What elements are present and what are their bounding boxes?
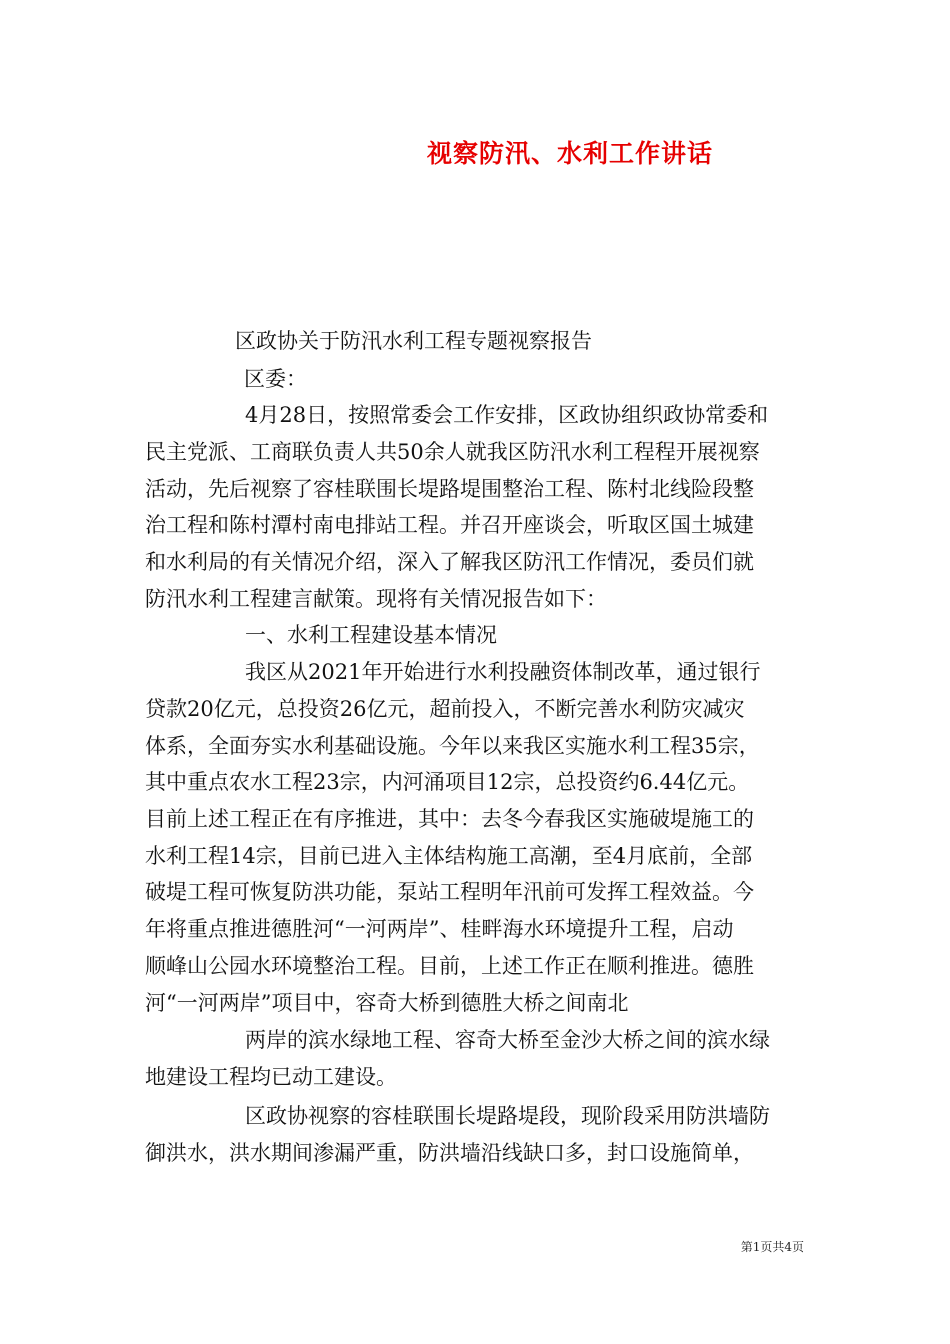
paragraph-line: 地建设工程均已动工建设。	[145, 1065, 397, 1089]
page-number: 第1页共4页	[740, 1240, 804, 1254]
paragraph-line: 顺峰山公园水环境整治工程。目前，上述工作正在顺利推进。德胜	[145, 954, 754, 978]
document-title: 视察防汛、水利工作讲话	[426, 139, 713, 168]
paragraph-line: 区政协视察的容桂联围长堤路堤段，现阶段采用防洪墙防	[245, 1104, 770, 1128]
paragraph-line: 年将重点推进德胜河“一河两岸”、桂畔海水环境提升工程，启动	[145, 917, 734, 941]
paragraph-line: 其中重点农水工程23宗，内河涌项目12宗，总投资约6.44亿元。	[145, 770, 750, 794]
paragraph-line: 御洪水，洪水期间渗漏严重，防洪墙沿线缺口多，封口设施简单，	[145, 1141, 754, 1165]
paragraph-line: 贷款20亿元，总投资26亿元，超前投入，不断完善水利防灾减灾	[145, 697, 745, 721]
paragraph-line: 活动，先后视察了容桂联围长堤路堤围整治工程、陈村北线险段整	[145, 477, 754, 501]
report-heading: 区政协关于防汛水利工程专题视察报告	[235, 329, 592, 353]
paragraph-line: 治工程和陈村潭村南电排站工程。并召开座谈会，听取区国土城建	[145, 513, 754, 537]
paragraph-line: 防汛水利工程建言献策。现将有关情况报告如下：	[145, 587, 607, 611]
paragraph-line: 水利工程14宗，目前已进入主体结构施工高潮，至4月底前，全部	[145, 844, 753, 868]
paragraph-line: 目前上述工程正在有序推进，其中：去冬今春我区实施破堤施工的	[145, 807, 754, 831]
paragraph-line: 两岸的滨水绿地工程、容奇大桥至金沙大桥之间的滨水绿	[245, 1028, 770, 1052]
paragraph-line: 体系，全面夯实水利基础设施。今年以来我区实施水利工程35宗，	[145, 734, 760, 758]
paragraph-line: 我区从2021年开始进行水利投融资体制改革，通过银行	[245, 660, 761, 684]
section-heading: 一、水利工程建设基本情况	[245, 623, 497, 647]
salutation: 区委：	[244, 367, 307, 391]
paragraph-line: 破堤工程可恢复防洪功能，泵站工程明年汛前可发挥工程效益。今	[145, 880, 754, 904]
paragraph-line: 河“一河两岸”项目中，容奇大桥到德胜大桥之间南北	[145, 991, 629, 1015]
paragraph-line: 4月28日，按照常委会工作安排，区政协组织政协常委和	[245, 403, 769, 427]
paragraph-line: 和水利局的有关情况介绍，深入了解我区防汛工作情况，委员们就	[145, 550, 754, 574]
paragraph-line: 民主党派、工商联负责人共50余人就我区防汛水利工程程开展视察	[145, 440, 760, 464]
